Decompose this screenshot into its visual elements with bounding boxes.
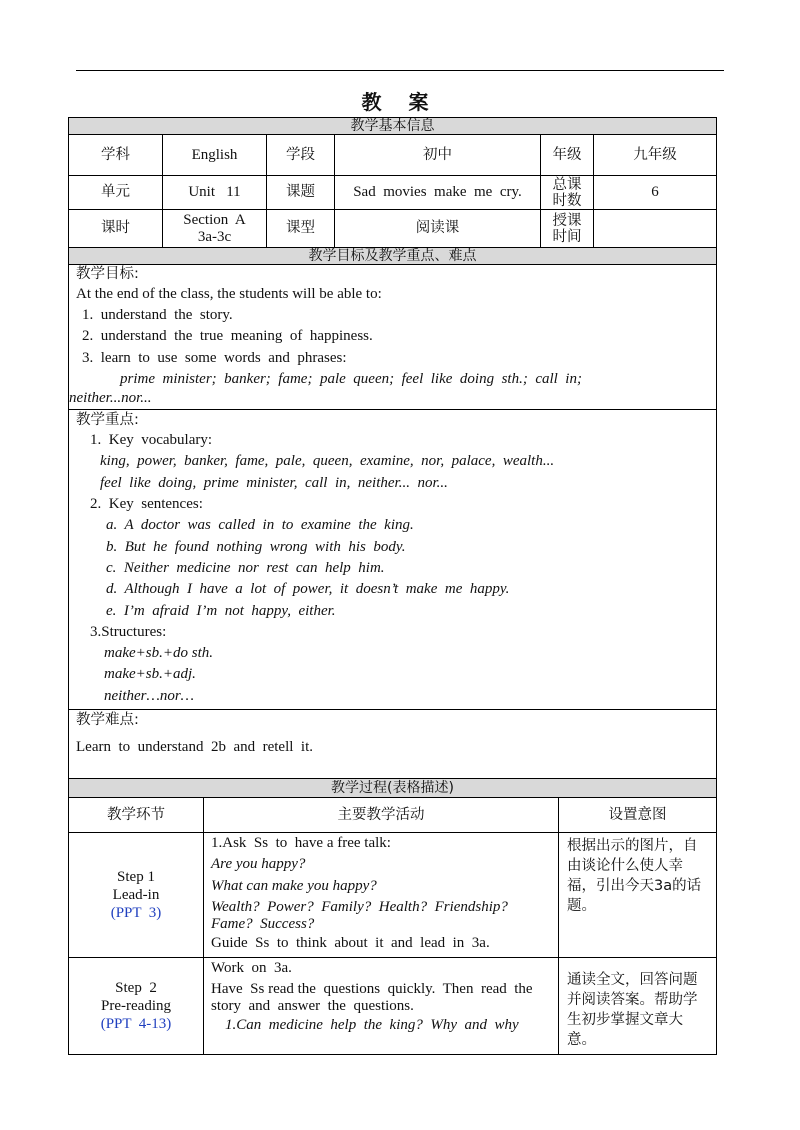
- topic-label: 课题: [267, 176, 335, 210]
- activity-line: Have Ss read the questions quickly. Then read the story and answer the questions.: [211, 981, 541, 1015]
- total-hours-label: [541, 176, 594, 210]
- process-header: 教学过程(表格描述): [69, 779, 717, 798]
- total-hours-value: 6: [594, 176, 717, 210]
- structure-2: make+sb.+adj.: [104, 666, 196, 683]
- subject-label: 学科: [69, 135, 163, 176]
- step-row: [69, 833, 717, 958]
- difficulty-text: Learn to understand 2b and retell it.: [76, 739, 314, 756]
- grade-value: 九年级: [594, 135, 717, 176]
- key-points-cell: [69, 410, 717, 710]
- header-rule: [76, 70, 724, 71]
- sentence-b: b. But he found nothing wrong with his body.: [106, 538, 406, 555]
- difficulty-heading: 教学难点:: [76, 712, 139, 729]
- total-hours-label-line1: 总课: [552, 176, 582, 193]
- difficulty-cell: [69, 710, 717, 779]
- step-activity-cell: [204, 833, 559, 958]
- stage-value: 初中: [335, 135, 541, 176]
- activity-line: Wealth? Power? Family? Health? Friendship? Fame? Success?: [211, 898, 516, 932]
- step-number: Step 2: [115, 980, 157, 997]
- objective-1: 1. understand the story.: [82, 307, 233, 323]
- activity-line: 1.Ask Ss to have a free talk:: [211, 835, 391, 852]
- subject-value: English: [163, 135, 267, 176]
- topic-value: Sad movies make me cry.: [335, 176, 541, 210]
- class-time-label-line1: 授课: [552, 212, 582, 229]
- period-value-line2: 3a-3c: [197, 228, 232, 245]
- step-row: [69, 958, 717, 1055]
- col-activity-header: 主要教学活动: [204, 798, 559, 833]
- step-stage-cell: [69, 958, 204, 1055]
- step-ppt-ref: (PPT 4-13): [100, 1016, 172, 1033]
- step-number: Step 1: [117, 869, 155, 886]
- type-value: 阅读课: [335, 210, 541, 248]
- grade-label: 年级: [541, 135, 594, 176]
- document-title: 教 案: [361, 90, 439, 114]
- col-intent-header: 设置意图: [559, 798, 717, 833]
- key-points-heading: 教学重点:: [76, 412, 139, 429]
- step-activity-cell: [204, 958, 559, 1055]
- step-ppt-ref: (PPT 3): [110, 905, 162, 922]
- step-name: Lead-in: [112, 887, 160, 904]
- objectives-intro: At the end of the class, the students will be able to:: [76, 286, 382, 302]
- sentence-c: c. Neither medicine nor rest can help him.: [106, 559, 385, 576]
- basic-info-header: 教学基本信息: [69, 118, 717, 135]
- activity-line: Guide Ss to think about it and lead in 3a.: [211, 934, 490, 951]
- col-stage-header: 教学环节: [69, 798, 204, 833]
- lesson-plan-sheet: [68, 117, 716, 1055]
- activity-line: 1.Can medicine help the king? Why and why: [225, 1017, 519, 1034]
- class-time-value: [594, 210, 717, 248]
- sentences-heading: 2. Key sentences:: [90, 496, 203, 513]
- step-intent-cell: 通读全文，回答问题并阅读答案。帮助学生初步掌握文章大意。: [559, 958, 717, 1055]
- phrases-line-2: neither...nor...: [69, 390, 152, 407]
- objective-2: 2. understand the true meaning of happiness.: [82, 328, 373, 345]
- objectives-cell: [69, 265, 717, 410]
- structures-heading: 3.Structures:: [90, 623, 167, 640]
- activity-line: Work on 3a.: [211, 960, 292, 977]
- goals-header: 教学目标及教学重点、难点: [69, 248, 717, 265]
- objective-3: 3. learn to use some words and phrases:: [82, 349, 347, 366]
- class-time-label-line2: 时间: [552, 228, 582, 245]
- vocab-heading: 1. Key vocabulary:: [90, 432, 213, 449]
- structure-3: neither…nor…: [104, 687, 194, 704]
- structure-1: make+sb.+do sth.: [104, 645, 213, 662]
- unit-value: Unit 11: [163, 176, 267, 210]
- sentence-e: e. I’m afraid I’m not happy, either.: [106, 602, 336, 619]
- step-name: Pre-reading: [101, 998, 171, 1015]
- step-stage-cell: [69, 833, 204, 958]
- class-time-label: [541, 210, 594, 248]
- period-label: 课时: [69, 210, 163, 248]
- type-label: 课型: [267, 210, 335, 248]
- period-value-line1: Section A: [183, 211, 246, 228]
- period-value: [163, 210, 267, 248]
- process-table: [68, 778, 717, 1055]
- objectives-heading: 教学目标:: [76, 266, 139, 282]
- unit-label: 单元: [69, 176, 163, 210]
- basic-info-table: [68, 117, 717, 779]
- sentence-a: a. A doctor was called in to examine the king.: [106, 517, 414, 534]
- step-intent-cell: 根据出示的图片，自由谈论什么使人幸福，引出今天3a的话题。: [559, 833, 717, 958]
- phrases-line-1: prime minister; banker; fame; pale queen; feel like doing sth.; call in;: [120, 370, 582, 387]
- total-hours-label-line2: 时数: [552, 192, 582, 209]
- stage-label: 学段: [267, 135, 335, 176]
- activity-line: Are you happy?: [211, 856, 306, 873]
- vocab-line-2: feel like doing, prime minister, call in, neither... nor...: [100, 474, 448, 491]
- vocab-line-1: king, power, banker, fame, pale, queen, examine, nor, palace, wealth...: [100, 453, 555, 470]
- activity-line: What can make you happy?: [211, 877, 377, 894]
- sentence-d: d. Although I have a lot of power, it doesn’t make me happy.: [106, 581, 510, 598]
